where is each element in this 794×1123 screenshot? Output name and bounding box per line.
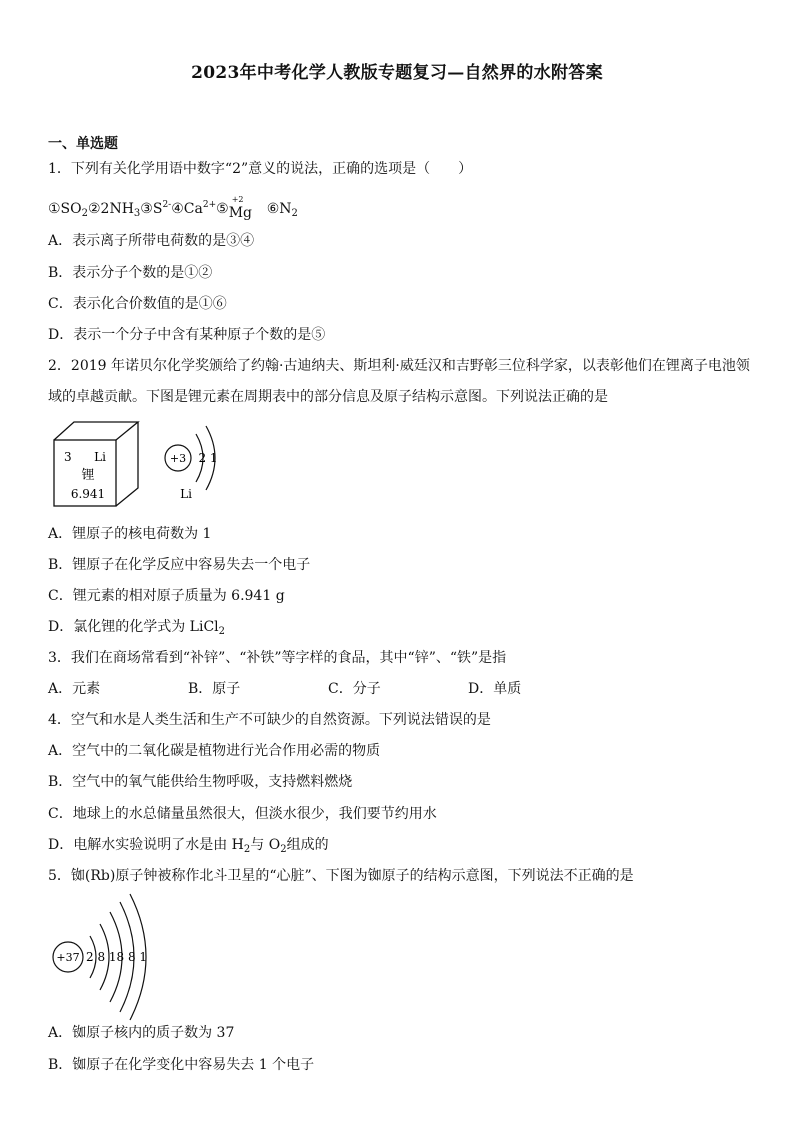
q2-option-b: B．锂原子在化学反应中容易失去一个电子 xyxy=(48,557,311,573)
q1-formula-6: $⑥N_2$ xyxy=(266,201,298,219)
q1-formula-1: $①SO_2$ xyxy=(48,201,88,219)
q1-option-c: C．表示化合价数值的是①⑥ xyxy=(48,296,227,312)
q3-option-a: A．元素 xyxy=(48,681,101,697)
q2-option-d: D．氯化锂的化学式为 LiCl$_2$ xyxy=(48,619,226,637)
q1-option-d: D．表示一个分子中含有某种原子个数的是⑤ xyxy=(48,327,326,343)
q1-formula-2: $②2NH_3$ xyxy=(88,201,141,219)
q2-option-a: A．锂原子的核电荷数为 1 xyxy=(48,526,212,542)
q2-stem-line1: 2．2019 年诺贝尔化学奖颁给了约翰·古迪纳夫、斯坦利·威廷汉和吉野彰三位科学家，以表彰他们在锂离子电池领 xyxy=(48,358,750,374)
q3-option-c: C．分子 xyxy=(328,681,381,697)
q3-options xyxy=(48,680,608,698)
q1-formula-5: ⑤ +2 Mg xyxy=(216,195,252,221)
q4-option-a: A．空气中的二氧化碳是植物进行光合作用必需的物质 xyxy=(48,743,381,759)
q1-formula-4: $④Ca^{2+}$ xyxy=(171,200,217,217)
page-title: 2023年中考化学人教版专题复习—自然界的水附答案 xyxy=(191,63,603,83)
q4-option-c: C．地球上的水总储量虽然很大，但淡水很少，我们要节约用水 xyxy=(48,806,437,822)
rubidium-nucleus-charge: +37 xyxy=(56,951,80,964)
atomic-mass: 6.941 xyxy=(70,487,106,501)
q1-formulas xyxy=(48,196,298,223)
q4-option-b: B．空气中的氧气能供给生物呼吸，支持燃料燃烧 xyxy=(48,774,353,790)
periodic-cell-top xyxy=(54,422,138,440)
q1-stem: 1．下列有关化学用语中数字“2”意义的说法，正确的选项是（ ） xyxy=(48,161,473,177)
section-heading: 一、单选题 xyxy=(48,136,118,152)
atomic-number: 3 xyxy=(64,450,72,464)
q3-stem: 3．我们在商场常看到“补锌”、“补铁”等字样的食品，其中“锌”、“铁”是指 xyxy=(48,650,507,666)
q3-option-d: D．单质 xyxy=(468,681,522,697)
q4-option-d: D．电解水实验说明了水是由 $H_2$与 $O_2$组成的 xyxy=(48,837,329,855)
q5-option-a: A．铷原子核内的质子数为 37 xyxy=(48,1025,235,1041)
q1-option-b: B．表示分子个数的是①② xyxy=(48,265,213,281)
q1-formula-3: $③S^{2-}$ xyxy=(140,200,172,217)
rubidium-atom-figure xyxy=(48,892,168,1022)
periodic-cell-side xyxy=(116,422,138,506)
q5-option-b: B．铷原子在化学变化中容易失去 1 个电子 xyxy=(48,1057,315,1073)
element-symbol: Li xyxy=(94,450,106,464)
q3-option-b: B．原子 xyxy=(188,681,241,697)
q1-option-a: A．表示离子所带电荷数的是③④ xyxy=(48,233,255,249)
q2-stem-line2: 域的卓越贡献。下图是锂元素在周期表中的部分信息及原子结构示意图。下列说法正确的是 xyxy=(48,389,608,405)
lithium-figure xyxy=(48,418,238,513)
lithium-electrons: 2 1 xyxy=(198,451,218,465)
lithium-nucleus-charge: +3 xyxy=(169,452,187,465)
q5-stem: 5．铷(Rb)原子钟被称作北斗卫星的“心脏”、下图为铷原子的结构示意图，下列说法不正确的是 xyxy=(48,868,634,884)
q4-stem: 4．空气和水是人类生活和生产不可缺少的自然资源。下列说法错误的是 xyxy=(48,712,491,728)
element-name: 锂 xyxy=(81,468,95,483)
rubidium-electrons: 2 8 18 8 1 xyxy=(86,950,148,964)
q2-option-c: C．锂元素的相对原子质量为 6.941 g xyxy=(48,588,285,604)
lithium-atom-label: Li xyxy=(180,487,192,501)
